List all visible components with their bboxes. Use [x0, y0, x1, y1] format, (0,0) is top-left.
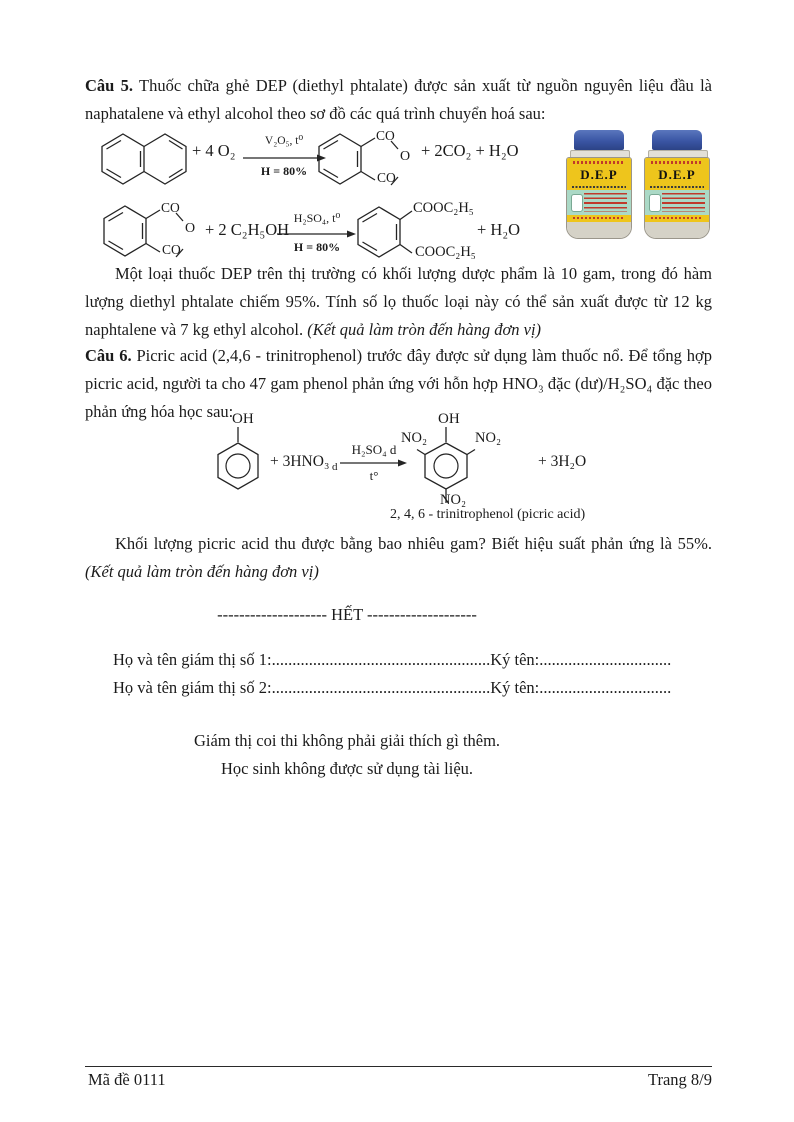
benzene-ring-structure — [357, 198, 417, 262]
ester-group-top: COOC₂H₅ — [413, 200, 474, 216]
bottle-cap — [574, 130, 624, 150]
proctor-1-signature-line — [113, 650, 709, 670]
reaction-1-condition-top: V₂O₅, t⁰ — [264, 135, 304, 147]
no2-label-right: NO₂ — [475, 430, 501, 446]
question-6-body-text: Khối lượng picric acid thu được bằng bao nhiêu gam? Biết hiệu suất phản ứng là 55%. — [115, 534, 712, 553]
reactant-subscript-d: d — [332, 461, 338, 473]
label-teal-band — [645, 190, 709, 215]
label-lower-band — [567, 215, 631, 222]
dotted-leader: ..................................................... — [271, 650, 491, 669]
question-5-text: Thuốc chữa ghẻ DEP (diethyl phtalate) được sản xuất từ nguồn nguyên liệu đầu là naphatalene và ethyl alcohol theo sơ đồ các quá trình chuyển hoá sau: — [85, 76, 712, 123]
reaction-3 — [180, 410, 620, 532]
reaction-3-arrow — [340, 458, 408, 468]
jar-bottom — [645, 222, 709, 238]
dep-bottle-left — [564, 128, 634, 240]
label-logo — [571, 194, 583, 212]
co-label-top: CO — [161, 200, 180, 215]
bottle-jar — [566, 157, 632, 239]
reaction-1 — [85, 128, 565, 200]
proctor-note: Giám thị coi thi không phải giải thích gì thêm. — [193, 731, 501, 750]
label-logo — [649, 194, 661, 212]
exam-code: Mã đề 0111 — [88, 1070, 166, 1089]
footer-divider — [85, 1066, 712, 1067]
o-label: O — [185, 221, 196, 236]
question-5-label: Câu 5. — [85, 76, 134, 95]
reaction-3-condition-top: H₂SO₄ d — [351, 442, 397, 457]
proctor-2-signature-line — [113, 678, 709, 698]
dep-bottles-image — [564, 128, 716, 244]
question-6-text: Picric acid (2,4,6 - trinitrophenol) trước đây được sử dụng làm thuốc nổ. Để tổng hợp picric acid, người ta cho 47 gam phenol phản ứng với hỗn hợp HNO₃ đặc (dư)/H₂SO₄ đặc theo phản ứng hóa học sau: — [85, 346, 712, 421]
reaction-1-condition-bottom: H = 80% — [260, 164, 308, 178]
bottle-jar — [644, 157, 710, 239]
question-6-note: (Kết quả làm tròn đến hàng đơn vị) — [85, 562, 319, 581]
dotted-leader: ................................ — [539, 678, 672, 697]
question-5-body-paragraph — [85, 260, 712, 344]
sign-label: Ký tên: — [490, 678, 540, 697]
question-5-paragraph — [85, 72, 712, 128]
reaction-3-reactant-formula: + 3HNO₃ — [270, 453, 330, 470]
question-5-body-text: Một loại thuốc DEP trên thị trường có khối lượng dược phẩm là 10 gam, trong đó hàm lượng diethyl phtalate chiếm 95%. Tính số lọ thuốc loại này có thể sản xuất được từ 12 kg naphtalene và 7 kg ethyl alcohol. — [85, 264, 712, 339]
picric-acid-caption: 2, 4, 6 - trinitrophenol (picric acid) — [390, 507, 586, 522]
reaction-1-arrow — [243, 153, 327, 163]
oh-label-product: OH — [438, 411, 460, 427]
question-5-note: (Kết quả làm tròn đến hàng đơn vị) — [307, 320, 542, 339]
brand-name: D.E.P — [567, 167, 631, 184]
label-teal-band — [567, 190, 631, 215]
no2-label-left: NO₂ — [401, 430, 427, 446]
question-6-label: Câu 6. — [85, 346, 132, 365]
reaction-2 — [85, 196, 545, 266]
reaction-2-condition-top: H₂SO₄, t⁰ — [293, 211, 341, 225]
reaction-3-products: + 3H₂O — [538, 453, 587, 470]
reaction-2-arrow — [277, 229, 357, 239]
brand-name: D.E.P — [645, 167, 709, 184]
label-lower-band — [645, 215, 709, 222]
oh-label-reactant: OH — [232, 411, 254, 427]
co-label-top: CO — [376, 128, 395, 143]
jar-bottom — [567, 222, 631, 238]
question-6-body-paragraph — [85, 530, 712, 586]
reaction-1-products: + 2CO₂ + H₂O — [421, 141, 519, 160]
student-note: Học sinh không được sử dụng tài liệu. — [220, 759, 474, 778]
proctor-1-label: Họ và tên giám thị số 1: — [113, 650, 272, 669]
sign-label: Ký tên: — [490, 650, 540, 669]
naphthalene-structure — [101, 132, 189, 186]
reaction-2-reactant-formula: + 2 C₂H₅OH — [205, 220, 290, 239]
co-label-bottom: CO — [162, 242, 181, 257]
phthalic-anhydride-structure — [318, 128, 413, 190]
label-top-band — [645, 158, 709, 167]
proctor-2-label: Họ và tên giám thị số 2: — [113, 678, 272, 697]
reaction-3-condition-bottom: t° — [369, 468, 379, 483]
o-label: O — [400, 149, 411, 164]
label-top-band — [567, 158, 631, 167]
reaction-2-condition-bottom: H = 80% — [293, 240, 341, 254]
page-number: Trang 8/9 — [647, 1070, 712, 1089]
end-of-exam-line: -------------------- HẾT -------------------- — [217, 605, 477, 624]
reaction-1-reactant-formula: + 4 O₂ — [192, 141, 236, 160]
phenol-structure — [217, 424, 261, 490]
no2-label-bottom: NO₂ — [440, 492, 466, 508]
ester-group-bottom: COOC₂H₅ — [415, 244, 476, 260]
reaction-2-products: + H₂O — [477, 220, 521, 239]
dotted-leader: ................................ — [539, 650, 672, 669]
phthalic-anhydride-structure — [103, 200, 198, 262]
dep-bottle-right — [642, 128, 712, 240]
dotted-leader: ..................................................... — [271, 678, 491, 697]
co-label-bottom: CO — [377, 170, 396, 185]
bottle-cap — [652, 130, 702, 150]
